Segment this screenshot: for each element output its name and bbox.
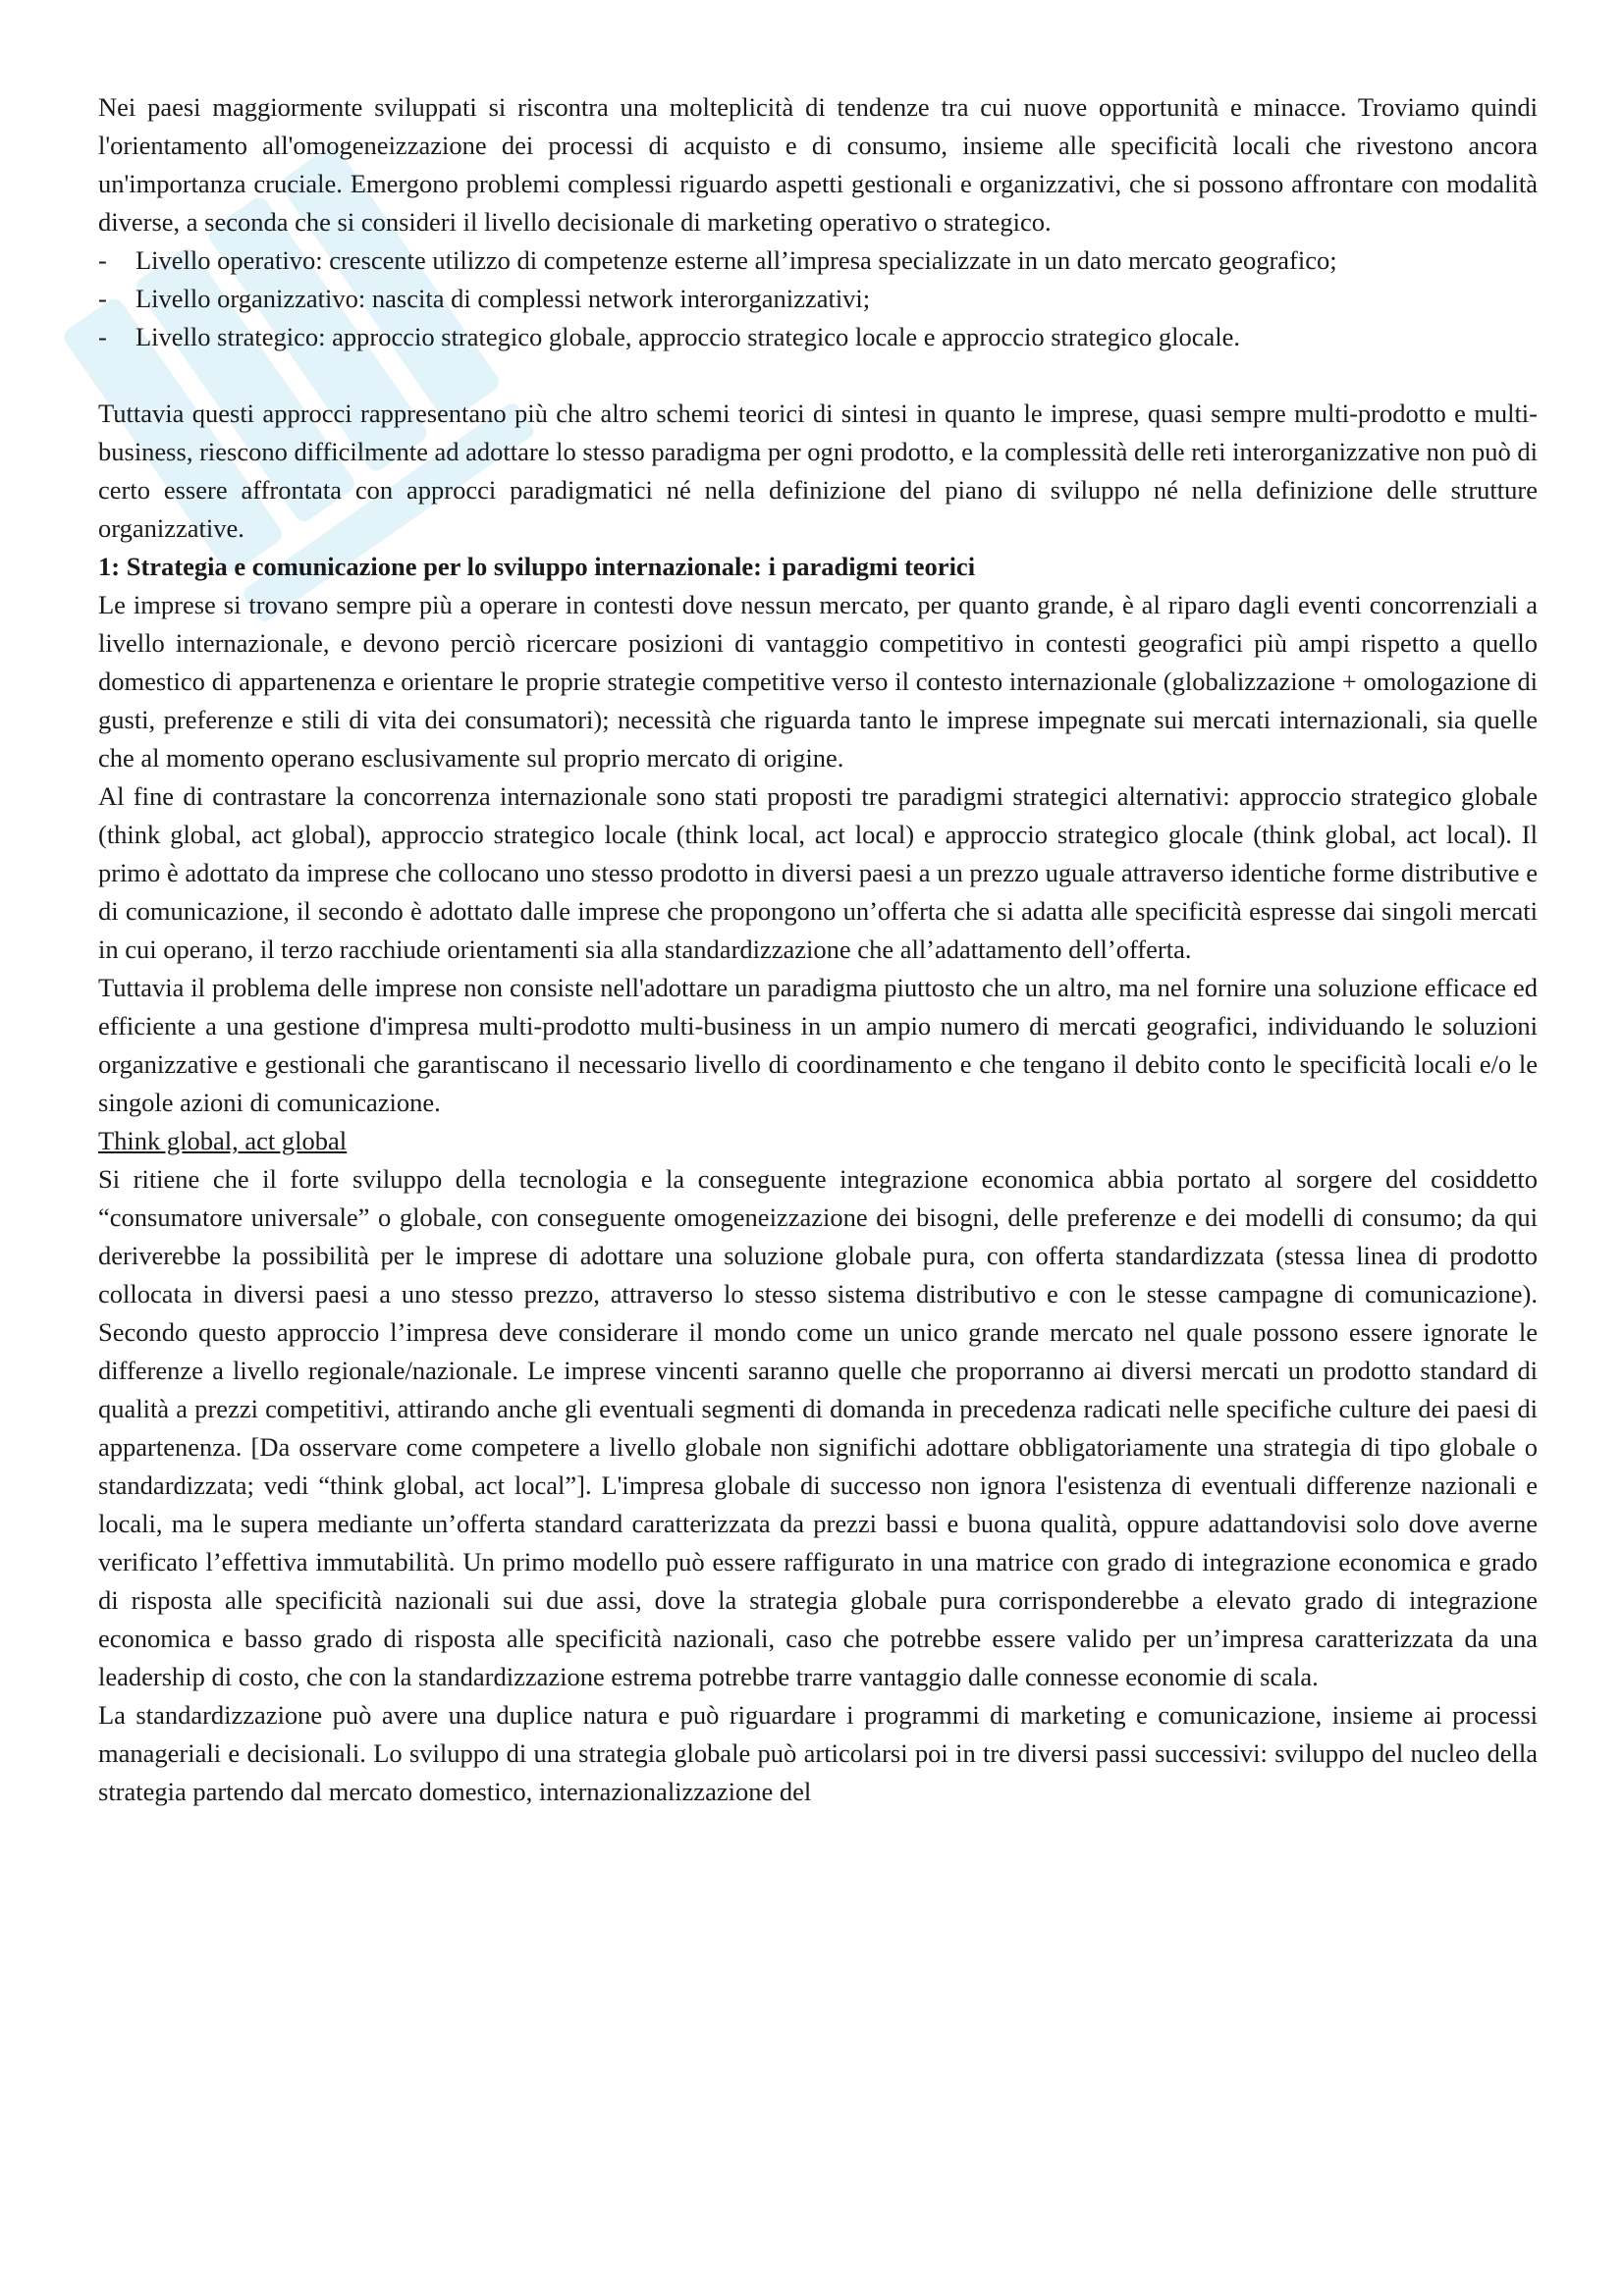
intro-closing-paragraph: Tuttavia questi approcci rappresentano più che altro schemi teorici di sintesi in quanto le imprese, quasi sempre multi-prodotto e multi-business, riescono difficilmente ad adottare lo stesso paradigma per ogni prodotto, e la complessità delle reti interorganizzative non può di certo essere affrontata con approcci paradigmatici né nella definizione del piano di sviluppo né nella definizione delle strutture organizzative.: [98, 399, 1538, 543]
section-paragraph: Tuttavia il problema delle imprese non consiste nell'adottare un paradigma piuttosto che un altro, ma nel fornire una soluzione efficace ed efficiente a una gestione d'impresa multi-prodotto multi-business in un ampio numero di mercati geografici, individuando le soluzioni organizzative e gestionali che garantiscano il necessario livello di coordinamento e che tengano il debito conto le specificità locali e/o le singole azioni di comunicazione.: [98, 973, 1538, 1117]
list-item: - Livello operativo: crescente utilizzo di competenze esterne all’impresa specializzate in un dato mercato geografico;: [98, 241, 1538, 280]
section-paragraph: Al fine di contrastare la concorrenza internazionale sono stati proposti tre paradigmi strategici alternativi: approccio strategico globale (think global, act global), approccio strategico locale (think local, act local) e approccio strategico glocale (think global, act local). Il primo è adottato da imprese che collocano uno stesso prodotto in diversi paesi a un prezzo uguale attraverso identiche forme distributive e di comunicazione, il secondo è adottato dalle imprese che propongono un’offerta che si adatta alle specificità espresse dai singoli mercati in cui operano, il terzo racchiude orientamenti sia alla standardizzazione che all’adattamento dell’offerta.: [98, 781, 1538, 964]
list-item: - Livello organizzativo: nascita di complessi network interorganizzativi;: [98, 280, 1538, 318]
list-item: - Livello strategico: approccio strategico globale, approccio strategico locale e approccio strategico glocale.: [98, 318, 1538, 356]
subsection-paragraph: Si ritiene che il forte sviluppo della tecnologia e la conseguente integrazione economica abbia portato al sorgere del cosiddetto “consumatore universale” o globale, con conseguente omogeneizzazione dei bisogni, delle preferenze e dei modelli di consumo; da qui deriverebbe la possibilità per le imprese di adottare una soluzione globale pura, con offerta standardizzata (stessa linea di prodotto collocata in diversi paesi a uno stesso prezzo, attraverso lo stesso sistema distributivo e con le stesse campagne di comunicazione). Secondo questo approccio l’impresa deve considerare il mondo come un unico grande mercato nel quale possono essere ignorate le differenze a livello regionale/nazionale. Le imprese vincenti saranno quelle che proporranno ai diversi mercati un prodotto standard di qualità a prezzi competitivi, attirando anche gli eventuali segmenti di domanda in precedenza radicati nelle specifiche culture dei paesi di appartenenza. [Da osservare come competere a livello globale non significhi adottare obbligatoriamente una strategia di tipo globale o standardizzata; vedi “think global, act local”]. L'impresa globale di successo non ignora l'esistenza di eventuali differenze nazionali e locali, ma le supera mediante un’offerta standard caratterizzata da prezzi bassi e buona qualità, oppure adattandovisi solo dove averne verificato l’effettiva immutabilità. Un primo modello può essere raffigurato in una matrice con grado di integrazione economica e grado di risposta alle specificità nazionali sui due assi, dove la strategia globale pura corrisponderebbe a elevato grado di integrazione economica e basso grado di risposta alle specificità nazionali, caso che potrebbe essere valido per un’impresa caratterizzata da una leadership di costo, che con la standardizzazione estrema potrebbe trarre vantaggio dalle connesse economie di scala.: [98, 1164, 1538, 1691]
dash-bullet: -: [98, 322, 107, 351]
dash-bullet: -: [98, 245, 107, 275]
subsection-heading: Think global, act global: [98, 1126, 348, 1155]
section-heading: 1: Strategia e comunicazione per lo sviluppo internazionale: i paradigmi teorici: [98, 552, 976, 581]
section-paragraph: Le imprese si trovano sempre più a operare in contesti dove nessun mercato, per quanto grande, è al riparo dagli eventi concorrenziali a livello internazionale, e devono perciò ricercare posizioni di vantaggio competitivo in contesti geografici più ampi rispetto a quello domestico di appartenenza e orientare le proprie strategie competitive verso il contesto internazionale (globalizzazione + omologazione di gusti, preferenze e stili di vita dei consumatori); necessità che riguarda tanto le imprese impegnate sui mercati internazionali, sia quelle che al momento operano esclusivamente sul proprio mercato di origine.: [98, 590, 1538, 773]
dash-bullet: -: [98, 284, 107, 313]
levels-list: [98, 241, 1538, 356]
document-page: [98, 88, 1538, 1811]
subsection-paragraph: La standardizzazione può avere una duplice natura e può riguardare i programmi di marketing e comunicazione, insieme ai processi manageriali e decisionali. Lo sviluppo di una strategia globale può articolarsi poi in tre diversi passi successivi: sviluppo del nucleo della strategia partendo dal mercato domestico, internazionalizzazione del: [98, 1700, 1538, 1806]
intro-paragraph: Nei paesi maggiormente sviluppati si riscontra una molteplicità di tendenze tra cui nuove opportunità e minacce. Troviamo quindi l'orientamento all'omogeneizzazione dei processi di acquisto e di consumo, insieme alle specificità locali che rivestono ancora un'importanza cruciale. Emergono problemi complessi riguardo aspetti gestionali e organizzativi, che si possono affrontare con modalità diverse, a seconda che si consideri il livello decisionale di marketing operativo o strategico.: [98, 92, 1538, 237]
